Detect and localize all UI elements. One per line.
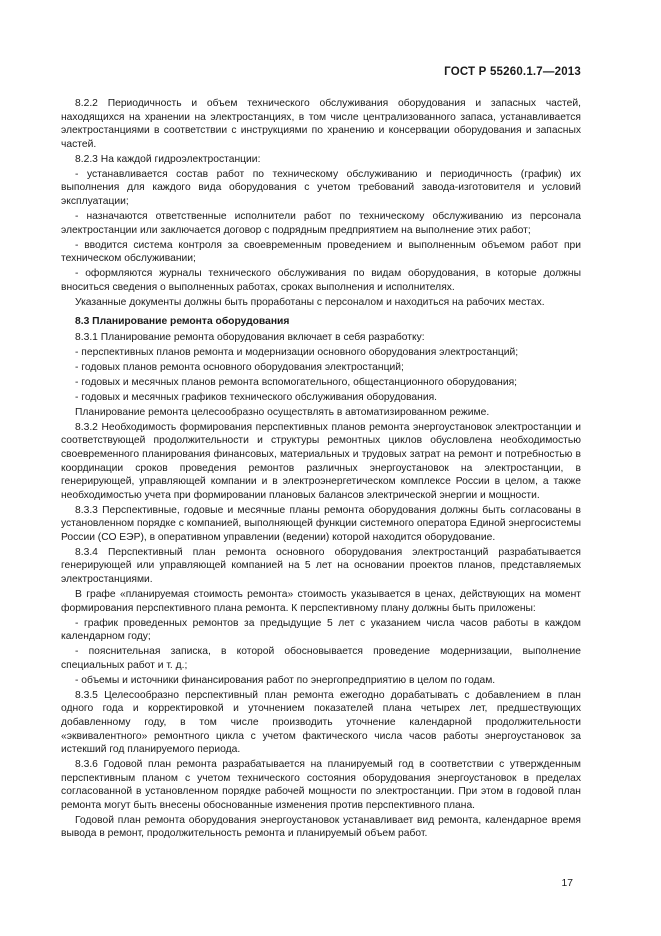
paragraph: В графе «планируемая стоимость ремонта» стоимость указывается в ценах, действующих на момент формирования перспективного плана ремонта. К перспективному плану должны быть приложены: xyxy=(61,589,581,614)
list-item: - назначаются ответственные исполнители работ по техническому обслуживанию из персонала электростанции или заключается договор с подрядным предприятием на выполнение этих работ; xyxy=(61,210,581,236)
paragraph-8-3-2: 8.3.2 Необходимость формирования перспективных планов ремонта энергоустановок электростанции и соответствующей продолжительности и структуры ремонтных циклов обусловлена необходимостью своевременного планирования финансовых, материальных и трудовых затрат на ремонт и потребностью в координации сроков проведения ремонтов различных энергоустановок на электростанции, в генерирующей, управляющей компании и в электроэнергетическом комплексе России в целом, а также необходимостью учета при формировании плановых балансов электрической энергии и мощности. xyxy=(61,421,581,501)
paragraph-8-3-6: 8.3.6 Годовой план ремонта разрабатывается на планируемый год в соответствии с утвержденным перспективным планом с учетом технического состояния оборудования энергоустановок в пределах согласованной в установленном порядке рабочей мощности по электростанции. При этом в годовой план ремонта могут быть внесены обоснованные изменения против перспективного плана. xyxy=(61,759,581,811)
section-heading-8-3: 8.3 Планирование ремонта оборудования xyxy=(75,316,290,328)
list-item: - вводится система контроля за своевременным проведением и выполненным объемом работ при техническом обслуживании; xyxy=(61,239,581,265)
paragraph-8-3-1: 8.3.1 Планирование ремонта оборудования включает в себя разработку: xyxy=(75,331,425,343)
list-item: - годовых и месячных планов ремонта вспомогательного, общестанционного оборудования; xyxy=(75,376,518,388)
document-body xyxy=(61,97,581,841)
list-item: - годовых планов ремонта основного оборудования электростанций; xyxy=(75,361,404,373)
paragraph-8-3-3: 8.3.3 Перспективные, годовые и месячные планы ремонта оборудования должны быть согласованы в установленном порядке с компанией, выполняющей функции системного оператора Единой энергосистемы России (СО ЕЭР), в оперативном управлении (ведении) которой находится оборудование. xyxy=(61,504,581,543)
list-item: - график проведенных ремонтов за предыдущие 5 лет с указанием числа часов работы в каждом календарном году; xyxy=(61,617,581,643)
paragraph: Годовой план ремонта оборудования энергоустановок устанавливает вид ремонта, календарное время вывода в ремонт, продолжительность ремонта и планируемый объем работ. xyxy=(61,814,581,840)
page-number: 17 xyxy=(561,878,573,889)
paragraph-8-3-5: 8.3.5 Целесообразно перспективный план ремонта ежегодно дорабатывать с добавлением в план одного года и корректировкой и уточнением показателей плана четырех лет, предшествующих добавленному году, в том числе производить уточнение календарной продолжительности «эквивалентного» ремонтного цикла с учетом фактического числа часов работы энергоустановок за истекший год планируемого периода. xyxy=(61,689,581,756)
paragraph: Планирование ремонта целесообразно осуществлять в автоматизированном режиме. xyxy=(75,406,490,418)
document-code-header: ГОСТ Р 55260.1.7—2013 xyxy=(444,66,581,78)
paragraph: Указанные документы должны быть проработаны с персоналом и находиться на рабочих местах. xyxy=(75,296,545,308)
list-item: - оформляются журналы технического обслуживания по видам оборудования, в которые должны вноситься сведения о выполненных работах, сроках выполнения и исполнителях. xyxy=(61,268,581,293)
list-item: - перспективных планов ремонта и модернизации основного оборудования электростанций; xyxy=(75,346,519,358)
paragraph-8-2-2: 8.2.2 Периодичность и объем технического обслуживания оборудования и запасных частей, находящихся на хранении на электростанциях, в том числе централизованного запаса, устанавливается электростанциями в соответствии с инструкциями по хранению и консервации оборудования и запасных частей. xyxy=(61,98,581,150)
list-item: - объемы и источники финансирования работ по энергопредприятию в целом по годам. xyxy=(75,674,496,686)
list-item: - устанавливается состав работ по техническому обслуживанию и периодичность (график) их выполнения для каждого вида оборудования с учетом требований завода-изготовителя и условий эксплуатации; xyxy=(61,168,581,207)
paragraph-8-3-4: 8.3.4 Перспективный план ремонта основного оборудования электростанций разрабатывается генерирующей или управляющей компанией на 5 лет на основании проектов планов, представляемых электростанциями. xyxy=(61,546,581,586)
paragraph-8-2-3: 8.2.3 На каждой гидроэлектростанции: xyxy=(75,153,261,165)
list-item: - годовых и месячных графиков технического обслуживания оборудования. xyxy=(75,391,438,403)
list-item: - пояснительная записка, в которой обосновывается проведение модернизации, выполнение специальных работ и т. д.; xyxy=(61,646,581,671)
